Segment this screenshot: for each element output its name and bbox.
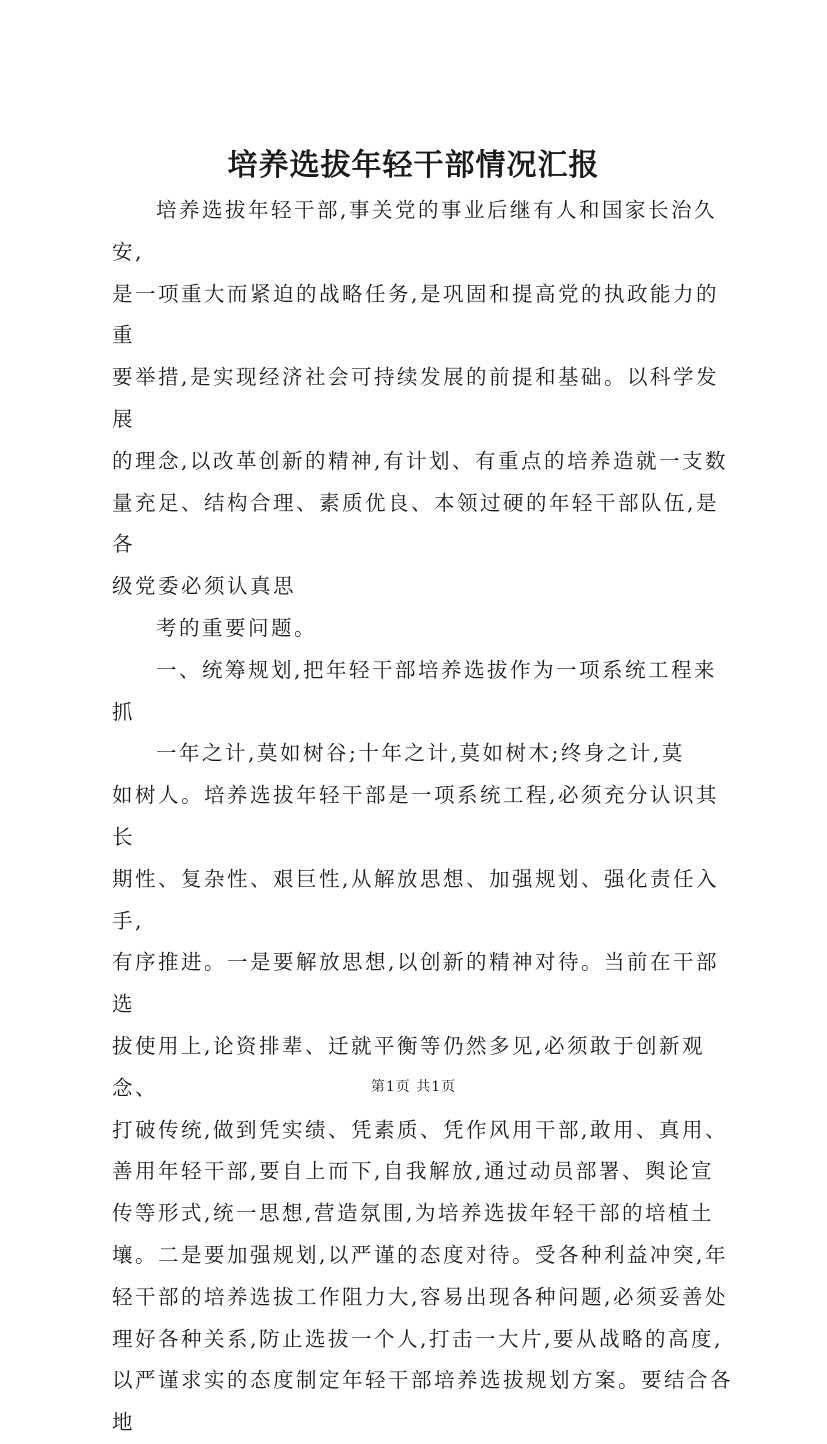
document-body — [112, 190, 734, 1444]
paragraph — [112, 608, 734, 650]
text-line: 考的重要问题。 — [156, 615, 317, 640]
text-line: 理好各种关系,防止选拔一个人,打击一大片,要从战略的高度, — [112, 1326, 724, 1351]
text-line: 轻干部的培养选拔工作阻力大,容易出现各种问题,必须妥善处 — [112, 1284, 729, 1309]
document-title: 培养选拔年轻干部情况汇报 — [227, 148, 600, 183]
text-line: 的理念,以改革创新的精神,有计划、有重点的培养造就一支数 — [112, 448, 729, 473]
text-line: 一、统筹规划,把年轻干部培养选拔作为一项系统工程来抓 — [112, 657, 718, 724]
paragraph — [112, 190, 734, 608]
section-heading — [112, 650, 734, 734]
text-line: 善用年轻干部,要自上而下,自我解放,通过动员部署、舆论宣 — [112, 1159, 715, 1184]
text-line: 要举措,是实现经济社会可持续发展的前提和基础。以科学发展 — [112, 365, 720, 431]
text-line: 培养选拔年轻干部,事关党的事业后继有人和国家长治久安, — [112, 198, 718, 264]
text-line: 是一项重大而紧迫的战略任务,是巩固和提高党的执政能力的重 — [112, 281, 720, 348]
text-line: 传等形式,统一思想,营造氛围,为培养选拔年轻干部的培植土 — [112, 1201, 715, 1226]
text-line: 一年之计,莫如树谷;十年之计,莫如树木;终身之计,莫 — [156, 741, 685, 766]
page-number: 第1页 共1页 — [370, 1079, 457, 1095]
text-line: 量充足、结构合理、素质优良、本领过硬的年轻干部队伍,是各 — [112, 490, 720, 557]
text-line: 打破传统,做到凭实绩、凭素质、凭作风用干部,敢用、真用、 — [112, 1117, 729, 1142]
text-line: 期性、复杂性、艰巨性,从解放思想、加强规划、强化责任入手, — [112, 866, 720, 933]
text-line: 如树人。培养选拔年轻干部是一项系统工程,必须充分认识其长 — [112, 783, 720, 849]
text-line: 壤。二是要加强规划,以严谨的态度对待。受各种利益冲突,年 — [112, 1242, 729, 1267]
text-line: 拔使用上,论资排辈、迁就平衡等仍然多见,必须敢于创新观念、 — [112, 1033, 706, 1100]
text-line: 有序推进。一是要解放思想,以创新的精神对待。当前在干部选 — [112, 950, 720, 1017]
text-line: 级党委必须认真思 — [112, 574, 296, 599]
text-line: 以严谨求实的态度制定年轻干部培养选拔规划方案。要结合各地 — [112, 1368, 733, 1435]
